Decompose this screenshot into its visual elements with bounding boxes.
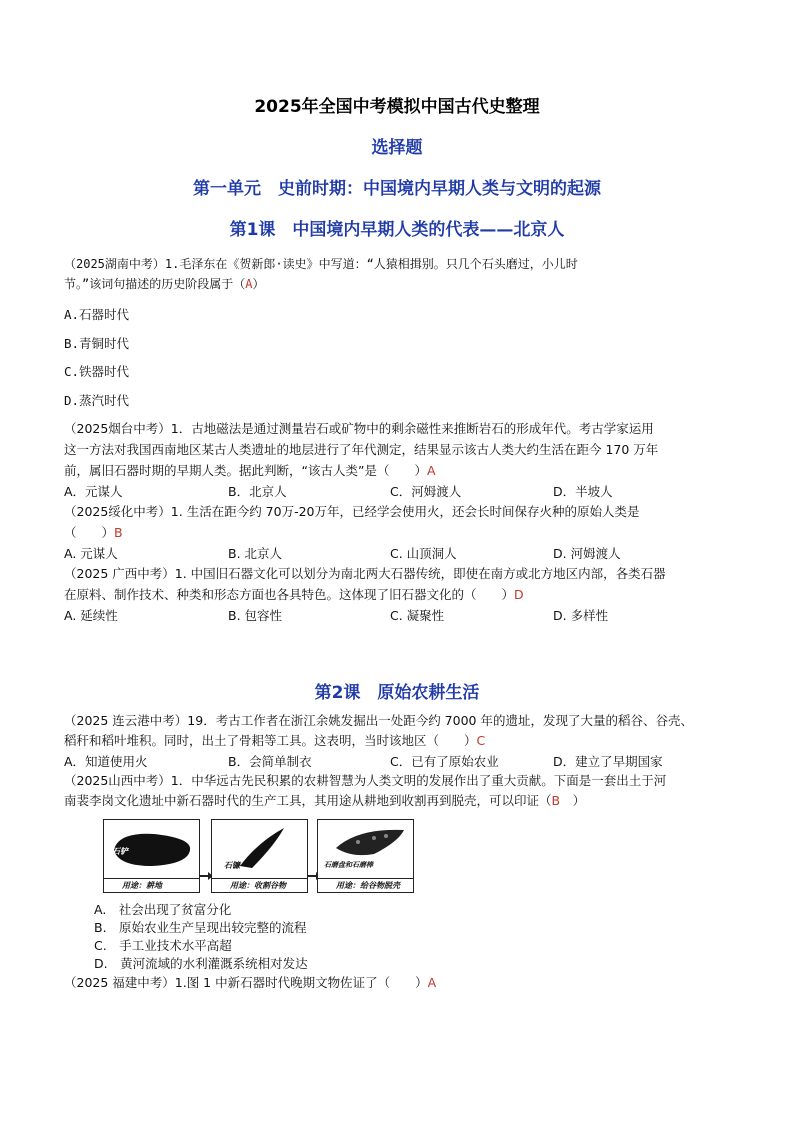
option-d: D. 多样性 [553, 608, 609, 623]
unit-heading: 第一单元 史前时期：中国境内早期人类与文明的起源 [193, 179, 601, 199]
question-text: （2025 广西中考）1. 中国旧石器文化可以划分为南北两大石器传统，即使在南方或北方地区内部，各类石器 [64, 566, 666, 581]
answer: A [426, 463, 436, 478]
lesson1-heading: 第1课 中国境内早期人类的代表——北京人 [229, 220, 565, 240]
question-text: （2025山西中考）1．中华远古先民积累的农耕智慧为人类文明的发展作出了重大贡献。下面是一套出土于河 [64, 773, 667, 788]
answer: B [551, 793, 561, 808]
option-b: B. 包容性 [228, 608, 283, 623]
option-a: A. 延续性 [64, 608, 118, 623]
stone-sickle-icon [212, 820, 306, 880]
option-d: D.蒸汽时代 [64, 393, 130, 408]
tool-shovel [103, 819, 200, 893]
question-text [64, 274, 264, 294]
tool-sickle [211, 819, 308, 893]
question-text: （2025 连云港中考）19．考古工作者在浙江余姚发掘出一处距今约 7000 年的遗址，发现了大量的稻谷、谷壳、 [64, 713, 693, 728]
option-a: A.石器时代 [64, 307, 130, 322]
question-text [64, 461, 436, 481]
tool-use: 用途：耕地 [104, 878, 199, 892]
question-text: （2025 福建中考）1.图 1 中新石器时代晚期文物佐证了（ ） [64, 975, 428, 990]
option-a: A. 社会出现了贫富分化 [94, 902, 232, 917]
option-c: C．河姆渡人 [390, 484, 462, 499]
stone-grinder-icon [318, 820, 412, 880]
option-c: C.铁器时代 [64, 364, 130, 379]
option-d: D. 黄河流域的水利灌溉系统相对发达 [94, 956, 308, 971]
answer: D [514, 587, 524, 602]
question-text: 节。”该词句描述的历史阶段属于（ [64, 277, 246, 291]
option-c: C. 山顶洞人 [390, 546, 457, 561]
tool-name: 石镰 [224, 861, 240, 870]
option-d: D．半坡人 [553, 484, 613, 499]
tools-figure [103, 819, 403, 893]
option-b: B.青铜时代 [64, 336, 130, 351]
question-text: ） [252, 277, 265, 291]
option-c: C. 凝聚性 [390, 608, 445, 623]
question-text: ） [560, 793, 586, 808]
question-text: 在原料、制作技术、种类和形态方面也各具特色。这体现了旧石器文化的（ ） [64, 587, 515, 602]
tool-use: 用途：给谷物脱壳 [318, 878, 413, 892]
option-c: C. 手工业技术水平高超 [94, 938, 232, 953]
option-b: B．会简单制衣 [228, 754, 312, 769]
option-d: D. 河姆渡人 [553, 546, 621, 561]
main-title: 2025年全国中考模拟中国古代史整理 [254, 97, 540, 117]
question-text [64, 731, 485, 751]
question-text [64, 523, 123, 543]
question-text: （2025烟台中考）1．古地磁法是通过测量岩石或矿物中的剩余磁性来推断岩石的形成年代。考古学家运用 [64, 421, 654, 436]
answer: A [427, 975, 437, 990]
tool-grinder [317, 819, 414, 893]
tool-name: 石磨盘和石磨棒 [324, 861, 373, 869]
tool-use: 用途：收割谷物 [212, 878, 307, 892]
question-text [64, 973, 436, 993]
option-a: A. 元谋人 [64, 546, 118, 561]
question-text: （2025湖南中考）1.毛泽东在《贺新郎·读史》中写道：“人猿相揖别。只几个石头磨过，小儿时 [64, 257, 578, 271]
question-text: 前，属旧石器时期的早期人类。据此判断，“该古人类”是（ ） [64, 463, 427, 478]
answer: A [245, 277, 253, 291]
section-heading: 选择题 [371, 138, 423, 158]
option-c: C．已有了原始农业 [390, 754, 499, 769]
question-text: （ ） [64, 525, 115, 540]
question-text [64, 585, 524, 605]
option-a: A．元谋人 [64, 484, 123, 499]
lesson2-heading: 第2课 原始农耕生活 [314, 683, 480, 703]
answer: C [476, 733, 486, 748]
arrow-icon [200, 875, 210, 877]
option-a: A．知道使用火 [64, 754, 148, 769]
question-text: 南裴李岗文化遗址中新石器时代的生产工具，其用途从耕地到收割再到脱壳，可以印证（ [64, 793, 552, 808]
tool-name: 石铲 [112, 847, 128, 856]
question-text: 这一方法对我国西南地区某古人类遗址的地层进行了年代测定，结果显示该古人类大约生活在距今 170 万年 [64, 442, 659, 457]
answer: B [114, 525, 123, 540]
question-text: （2025绥化中考）1. 生活在距今约 70万-20万年，已经学会使用火，还会长时间保存火种的原始人类是 [64, 504, 640, 519]
option-b: B．北京人 [228, 484, 287, 499]
question-text [64, 791, 585, 811]
question-text: 稻秆和稻叶堆积。同时，出土了骨耜等工具。这表明，当时该地区（ ） [64, 733, 477, 748]
option-b: B. 原始农业生产呈现出较完整的流程 [94, 920, 307, 935]
option-b: B. 北京人 [228, 546, 283, 561]
option-d: D．建立了早期国家 [553, 754, 663, 769]
